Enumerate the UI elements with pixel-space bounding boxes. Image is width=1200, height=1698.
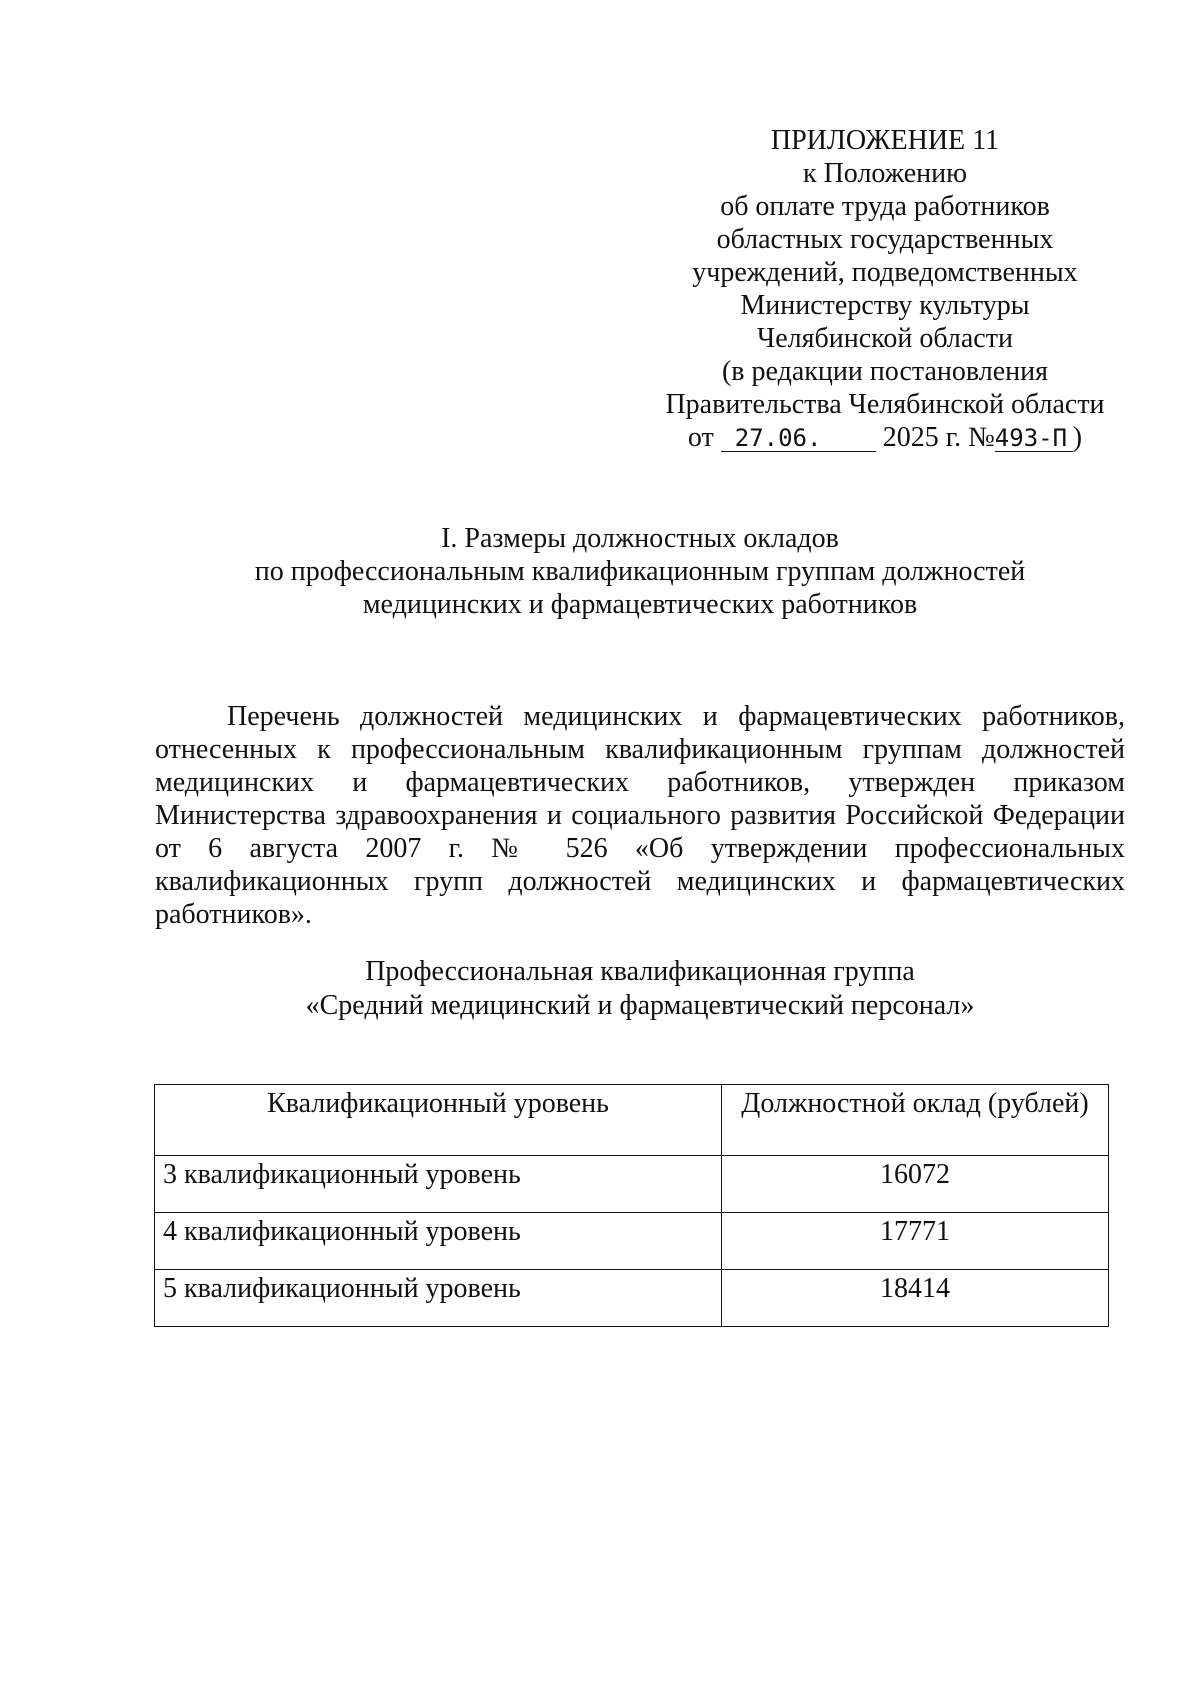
resolution-date-line [650,421,1120,454]
level-cell: 4 квалификационный уровень [155,1213,722,1270]
section-title [150,522,1130,621]
appendix-line: учреждений, подведомственных [692,257,1078,288]
salary-cell: 17771 [722,1213,1109,1270]
section-title-line: медицинских и фармацевтических работников [362,589,918,620]
level-cell: 5 квалификационный уровень [155,1270,722,1327]
section-title-line: I. Размеры должностных окладов [441,523,839,554]
closing-paren: ) [1072,422,1083,453]
appendix-line: Правительства Челябинской области [665,389,1105,420]
table-row [155,1213,1109,1270]
year-text: 2025 г. № [882,422,995,453]
resolution-date-field: 27.06. [721,425,876,452]
date-prefix: от [687,422,714,453]
header-salary: Должностной оклад (рублей) [722,1085,1109,1156]
appendix-line: к Положению [802,158,968,189]
header-level: Квалификационный уровень [155,1085,722,1156]
appendix-line: (в редакции постановления [721,356,1049,387]
appendix-line: Челябинской области [757,323,1013,354]
appendix-title: ПРИЛОЖЕНИЕ 11 [770,125,1000,156]
table-row [155,1270,1109,1327]
appendix-line: Министерству культуры [740,290,1030,321]
salary-table [154,1084,1109,1327]
level-cell: 3 квалификационный уровень [155,1156,722,1213]
appendix-line: областных государственных [716,224,1054,255]
table-header-row [155,1085,1109,1156]
salary-cell: 18414 [722,1270,1109,1327]
table-row [155,1156,1109,1213]
appendix-header [650,124,1120,454]
resolution-number-field: 493-П [995,425,1073,452]
group-heading [150,955,1130,1023]
section-title-line: по профессиональным квалификационным группам должностей [254,556,1026,587]
salary-cell: 16072 [722,1156,1109,1213]
group-heading-line: «Средний медицинский и фармацевтический персонал» [305,990,975,1021]
body-paragraph: Перечень должностей медицинских и фармацевтических работников, отнесенных к профессиональным квалификационным группам должностей медицинских и фармацевтических работников, утвержден приказом Министерства здравоохранения и социального развития Российской Федерации от 6 августа 2007 г. № 526 «Об утверждении профессиональных квалификационных групп должностей медицинских и фармацевтических работников». [155,701,1125,930]
group-heading-line: Профессиональная квалификационная группа [365,956,915,987]
appendix-line: об оплате труда работников [720,191,1050,222]
